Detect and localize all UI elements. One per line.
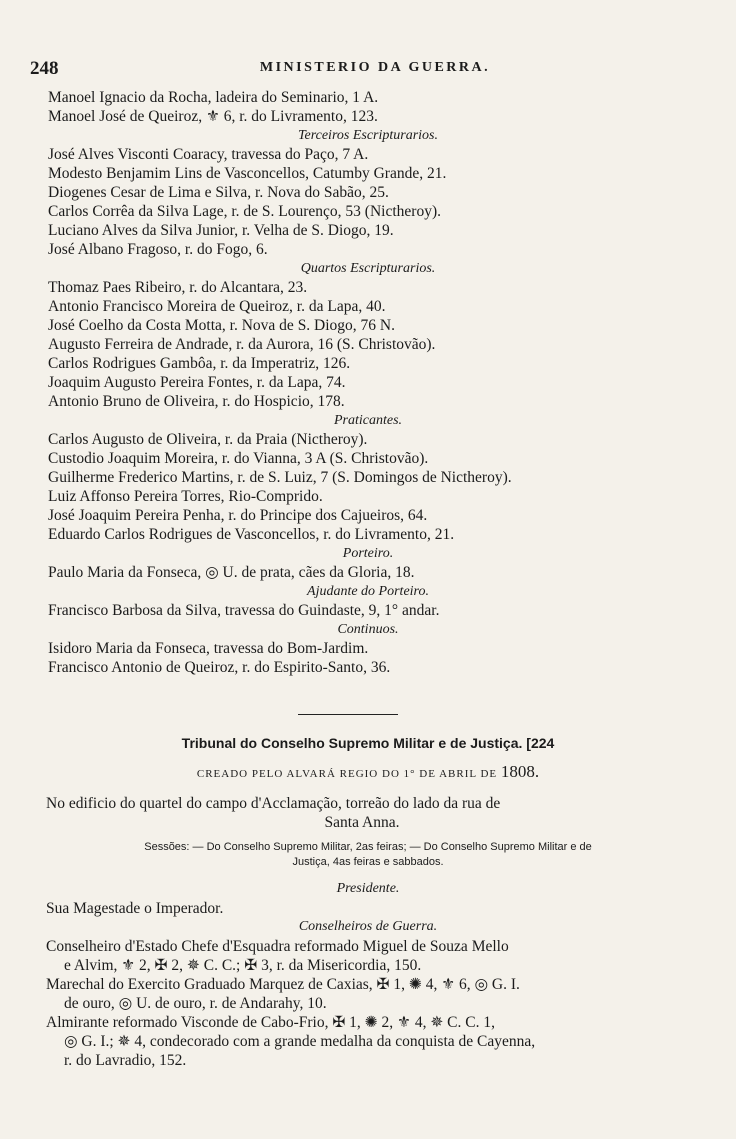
list-item: Francisco Antonio de Queiroz, r. do Espirito-Santo, 36. [48, 659, 391, 676]
list-item: Antonio Francisco Moreira de Queiroz, r. da Lapa, 40. [48, 298, 386, 315]
list-item: Carlos Corrêa da Silva Lage, r. de S. Lourenço, 53 (Nictheroy). [48, 203, 441, 220]
section-heading-terceiros: Terceiros Escripturarios. [297, 128, 438, 143]
tribunal-location-line2: Santa Anna. [324, 814, 400, 831]
list-item: Custodio Joaquim Moreira, r. do Vianna, 3 A (S. Christovão). [48, 450, 429, 467]
section-heading-porteiro: Porteiro. [342, 546, 394, 561]
section-heading-quartos: Quartos Escripturarios. [300, 261, 436, 276]
creation-year: 1808. [500, 762, 540, 781]
list-item: Paulo Maria da Fonseca, ◎ U. de prata, cães da Gloria, 18. [48, 564, 415, 581]
list-item: Modesto Benjamim Lins de Vasconcellos, Catumby Grande, 21. [48, 165, 447, 182]
conselheiro-entry-cont: de ouro, ◎ U. de ouro, r. de Andarahy, 10. [64, 995, 327, 1012]
conselheiro-entry-cont: ◎ G. I.; ✵ 4, condecorado com a grande medalha da conquista de Cayenna, [64, 1033, 536, 1050]
running-head: MINISTERIO DA GUERRA. [259, 60, 491, 75]
section-divider [298, 714, 398, 715]
conselheiro-entry: Conselheiro d'Estado Chefe d'Esquadra reformado Miguel de Souza Mello [46, 938, 509, 955]
list-item: José Coelho da Costa Motta, r. Nova de S. Diogo, 76 N. [48, 317, 396, 334]
conselheiro-entry-cont: e Alvim, ⚜ 2, ✠ 2, ✵ C. C.; ✠ 3, r. da Misericordia, 150. [64, 957, 422, 974]
list-item: José Albano Fragoso, r. do Fogo, 6. [48, 241, 268, 258]
page-header [30, 58, 720, 82]
list-item: Joaquim Augusto Pereira Fontes, r. da Lapa, 74. [48, 374, 346, 391]
tribunal-title: Tribunal do Conselho Supremo Militar e de Justiça. [224 [181, 735, 555, 751]
conselheiro-entry-cont: r. do Lavradio, 152. [64, 1052, 187, 1069]
list-item: Isidoro Maria da Fonseca, travessa do Bom-Jardim. [48, 640, 369, 657]
list-item: Antonio Bruno de Oliveira, r. do Hospicio, 178. [48, 393, 345, 410]
list-item: José Joaquim Pereira Penha, r. do Principe dos Cajueiros, 64. [48, 507, 428, 524]
list-item: Eduardo Carlos Rodrigues de Vasconcellos, r. do Livramento, 21. [48, 526, 455, 543]
list-item: Augusto Ferreira de Andrade, r. da Aurora, 16 (S. Christovão). [48, 336, 436, 353]
list-item: Luciano Alves da Silva Junior, r. Velha de S. Diogo, 19. [48, 222, 394, 239]
creation-text: CREADO PELO ALVARÁ REGIO DO 1° DE ABRIL DE [196, 768, 498, 780]
section-heading-ajudante: Ajudante do Porteiro. [307, 584, 429, 599]
conselheiro-entry: Almirante reformado Visconde de Cabo-Frio, ✠ 1, ✺ 2, ⚜ 4, ✵ C. C. 1, [46, 1014, 495, 1031]
conselheiro-entry: Marechal do Exercito Graduado Marquez de Caxias, ✠ 1, ✺ 4, ⚜ 6, ◎ G. I. [46, 976, 520, 993]
page-number: 248 [30, 58, 59, 79]
list-item: Luiz Affonso Pereira Torres, Rio-Comprido. [48, 488, 323, 505]
list-item: Manoel Ignacio da Rocha, ladeira do Seminario, 1 A. [48, 89, 379, 106]
list-item: Guilherme Frederico Martins, r. de S. Luiz, 7 (S. Domingos de Nictheroy). [48, 469, 512, 486]
list-item: José Alves Visconti Coaracy, travessa do Paço, 7 A. [48, 146, 369, 163]
section-heading-continuos: Continuos. [337, 622, 399, 637]
sessions-note-line2: Justiça, 4as feiras e sabbados. [292, 856, 444, 868]
section-heading-conselheiros: Conselheiros de Guerra. [298, 919, 438, 934]
list-item: Francisco Barbosa da Silva, travessa do Guindaste, 9, 1° andar. [48, 602, 440, 619]
list-item: Sua Magestade o Imperador. [46, 900, 224, 917]
list-item: Carlos Augusto de Oliveira, r. da Praia (Nictheroy). [48, 431, 368, 448]
list-item: Carlos Rodrigues Gambôa, r. da Imperatriz, 126. [48, 355, 351, 372]
list-item: Thomaz Paes Ribeiro, r. do Alcantara, 23. [48, 279, 308, 296]
section-heading-praticantes: Praticantes. [333, 413, 403, 428]
list-item: Diogenes Cesar de Lima e Silva, r. Nova do Sabão, 25. [48, 184, 389, 201]
tribunal-location-line1: No edificio do quartel do campo d'Acclamação, torreão do lado da rua de [46, 795, 501, 812]
section-heading-presidente: Presidente. [336, 881, 400, 896]
tribunal-creation-note [48, 763, 688, 783]
list-item: Manoel José de Queiroz, ⚜ 6, r. do Livramento, 123. [48, 108, 378, 125]
sessions-note-line1: Sessões: — Do Conselho Supremo Militar, 2as feiras; — Do Conselho Supremo Militar e de [144, 841, 592, 853]
